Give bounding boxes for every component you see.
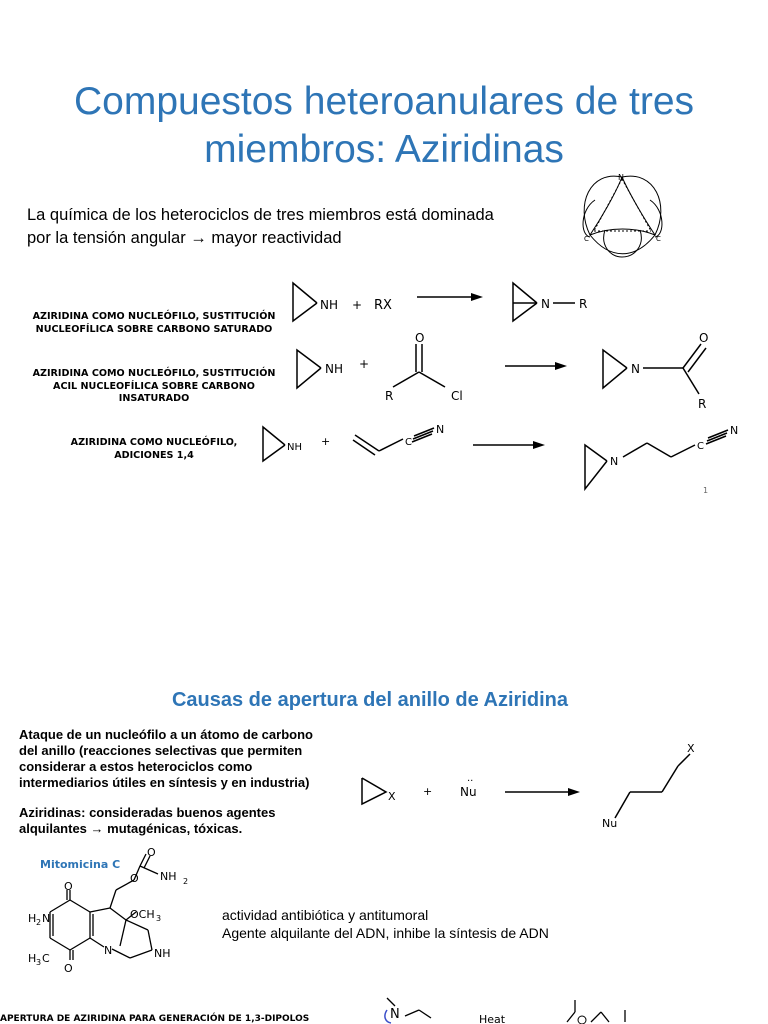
- mito-h3c: H: [28, 952, 37, 965]
- slide2-para1: [19, 727, 359, 791]
- plus-sign-3: +: [321, 435, 331, 448]
- mito-o4: O: [64, 962, 73, 975]
- mitomycin-description: [222, 906, 582, 942]
- slide1-title-line1: Compuestos heteroanulares de tres: [73, 80, 695, 123]
- slide1-intro: [27, 204, 567, 250]
- para1-line2: del anillo (reacciones selectivas que permiten: [19, 743, 303, 758]
- bottom-cut-text: APERTURA DE AZIRIDINA PARA GENERACIÓN DE 1,3-DIPOLOS: [0, 1014, 310, 1024]
- mito-n: N: [104, 944, 113, 957]
- mitomycin-structure: [28, 846, 215, 1000]
- svg-text:2: 2: [36, 918, 42, 927]
- reagent-cl: Cl: [451, 389, 463, 403]
- mito-nh2: NH: [160, 870, 177, 883]
- product-o: O: [699, 331, 709, 345]
- product-cn: N: [730, 424, 739, 437]
- reactant-nh-3: NH: [287, 442, 302, 453]
- reaction3-label-line2: ADICIONES 1,4: [114, 449, 194, 461]
- mito-o3: O: [130, 872, 139, 885]
- ring-opening-scheme: [350, 740, 740, 835]
- product-nu: Nu: [602, 817, 618, 830]
- reaction2-label-line1: AZIRIDINA COMO NUCLEÓFILO, SUSTITUCIÓN: [32, 368, 276, 379]
- svg-text:2: 2: [183, 877, 189, 886]
- reagent-o: O: [415, 331, 425, 345]
- product-n: N: [541, 297, 550, 311]
- reagent-c: C: [405, 437, 412, 448]
- reagent-n: N: [436, 423, 445, 436]
- reaction2-label-line3: INSATURADO: [118, 393, 190, 404]
- product-r: R: [579, 297, 588, 311]
- product-c: C: [697, 441, 704, 452]
- svg-text:C: C: [584, 235, 589, 243]
- para1-line4: intermediarios útiles en síntesis y en industria): [19, 775, 310, 790]
- reactant-nh-2: NH: [325, 362, 343, 376]
- reaction2-label: [24, 368, 284, 406]
- reaction3-scheme: [255, 415, 755, 495]
- dipole-scheme-partial: [375, 988, 645, 1024]
- mito-och3: OCH: [130, 908, 155, 921]
- intro-line2: por la tensión angular → mayor reactividad: [27, 229, 342, 247]
- svg-text:··: ··: [467, 776, 474, 787]
- svg-text:C: C: [656, 235, 661, 243]
- slide2-title: Causas de apertura del anillo de Aziridina: [171, 689, 569, 711]
- plus-sign-4: +: [423, 785, 433, 798]
- product-ring: [513, 283, 537, 321]
- reaction1-scheme: [285, 275, 605, 335]
- svg-text:N: N: [390, 1007, 400, 1022]
- reagent-rx: RX: [374, 298, 392, 313]
- product-n-3: N: [610, 455, 619, 468]
- reaction2-label-line2: ACIL NUCLEOFÍLICA SOBRE CARBONO: [53, 380, 255, 392]
- plus-sign-2: +: [359, 357, 370, 371]
- orbital-diagram: [570, 165, 675, 265]
- slide1-title: [0, 78, 768, 174]
- svg-text:N: N: [42, 912, 51, 925]
- para1-line1: Ataque de un nucleófilo a un átomo de carbono: [19, 727, 313, 742]
- para1-line3: considerar a estos heterociclos como: [19, 759, 253, 774]
- mito-h2n: H: [28, 912, 37, 925]
- svg-text:3: 3: [36, 958, 42, 967]
- reagent-r: R: [385, 389, 394, 403]
- reaction1-label-line1: AZIRIDINA COMO NUCLEÓFILO, SUSTITUCIÓN: [32, 311, 276, 322]
- para2-line1: Aziridinas: consideradas buenos agentes: [19, 805, 276, 820]
- slide1-title-line2: miembros: Aziridinas: [204, 128, 564, 171]
- reactant-nh: NH: [320, 298, 338, 312]
- reaction3-label: [24, 437, 284, 462]
- mito-desc-line2: Agente alquilante del ADN, inhibe la síntesis de ADN: [222, 925, 549, 941]
- reaction1-label-line2: NUCLEOFÍLICA SOBRE CARBONO SATURADO: [35, 323, 273, 335]
- slide2-para2: [19, 805, 359, 837]
- product-n-2: N: [631, 362, 640, 376]
- ring-x: X: [388, 790, 396, 803]
- mito-o2: O: [64, 880, 73, 893]
- svg-text:3: 3: [156, 914, 162, 923]
- reaction-arrowhead: [471, 293, 483, 301]
- svg-text:N: N: [618, 173, 624, 182]
- aziridine-ring: [293, 283, 317, 321]
- mitomycin-name: Mitomicina C: [40, 858, 121, 871]
- heat-label: Heat: [479, 1013, 506, 1024]
- mito-desc-line1: actividad antibiótica y antitumoral: [222, 907, 429, 923]
- reaction1-label: [24, 311, 284, 336]
- reaction2-scheme: [285, 330, 725, 415]
- product-r-2: R: [698, 397, 707, 411]
- mito-o1: O: [147, 846, 156, 859]
- reaction3-label-line1: AZIRIDINA COMO NUCLEÓFILO,: [70, 437, 238, 448]
- mito-nh: NH: [154, 947, 171, 960]
- svg-text:C: C: [42, 952, 50, 965]
- product-x: X: [687, 742, 695, 755]
- para2-line2: alquilantes → mutagénicas, tóxicas.: [19, 821, 243, 836]
- plus-sign: +: [352, 298, 363, 312]
- nucleophile: Nu: [460, 785, 477, 799]
- page-number: 1: [703, 486, 709, 495]
- intro-line1: La química de los heterociclos de tres miembros está dominada: [27, 206, 494, 224]
